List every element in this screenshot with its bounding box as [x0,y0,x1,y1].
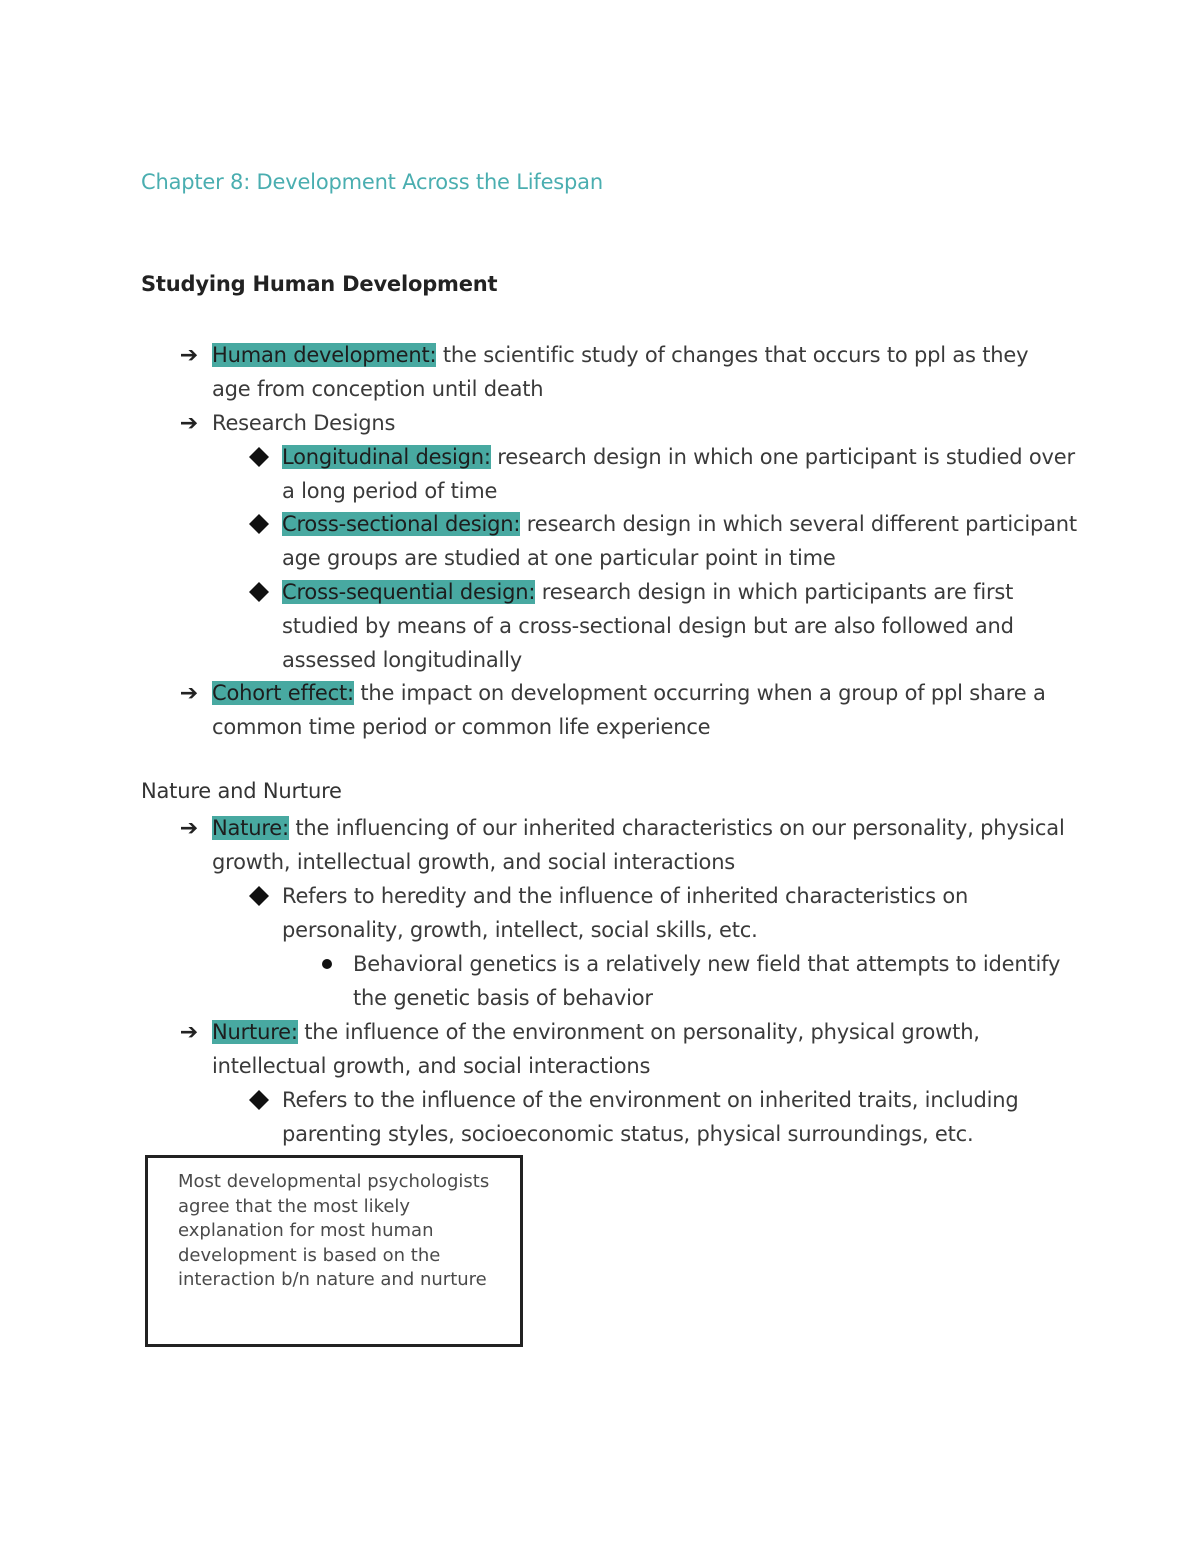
list-item-behavioral-genetics: Behavioral genetics is a relatively new field that attempts to identify the genetic basis of behavior [353,952,1061,1010]
definition-text: the influence of the environment on personality, physical growth, intellectual growth, and social interactions [212,1020,980,1078]
diamond-bullet-icon [244,507,274,541]
list-item-nurture-environment: Refers to the influence of the environment on inherited traits, including parenting styles, socioeconomic status, physical surroundings, etc. [282,1088,1019,1146]
list-item-research-designs: Research Designs [212,411,396,435]
diamond-bullet-icon [244,575,274,609]
definition-text: the scientific study of changes that occurs to ppl as they age from conception until death [212,343,1029,401]
definition-text: the influencing of our inherited characteristics on our personality, physical growth, intellectual growth, and social interactions [212,816,1065,874]
chapter-title: Chapter 8: Development Across the Lifespan [141,170,603,194]
callout-text: Most developmental psychologists agree that the most likely explanation for most human development is based on the interaction b/n nature and nurture [178,1171,490,1290]
arrow-bullet-icon: ➔ [179,342,199,368]
arrow-bullet-icon: ➔ [179,1019,199,1045]
list-item-nature-heredity: Refers to heredity and the influence of inherited characteristics on personality, growth, intellect, social skills, etc. [282,884,969,942]
arrow-bullet-icon: ➔ [179,815,199,841]
list-item-nature [212,811,1072,879]
list-item-nurture [212,1015,1072,1083]
list-item-cross-sectional [282,507,1082,575]
arrow-bullet-icon: ➔ [179,410,199,436]
term-highlight: Longitudinal design: [282,445,491,469]
term-highlight: Cross-sequential design: [282,580,536,604]
section-heading-nature-nurture: Nature and Nurture [141,779,342,803]
diamond-bullet-icon [244,879,274,913]
diamond-bullet-icon [244,1083,274,1117]
list-item-cohort-effect [212,676,1072,744]
definition-text: research design in which one participant is studied over a long period of time [282,445,1075,503]
list-item-longitudinal [282,440,1082,508]
term-highlight: Cross-sectional design: [282,512,521,536]
callout-box [145,1155,523,1347]
definition-text: the impact on development occurring when a group of ppl share a common time period or common life experience [212,681,1046,739]
term-highlight: Nurture: [212,1020,298,1044]
arrow-bullet-icon: ➔ [179,680,199,706]
definition-text: research design in which several different participant age groups are studied at one particular point in time [282,512,1077,570]
term-highlight: Cohort effect: [212,681,354,705]
list-item-human-development [212,338,1072,406]
term-highlight: Human development: [212,343,437,367]
definition-text: research design in which participants are first studied by means of a cross-sectional design but are also followed and assessed longitudinally [282,580,1014,672]
diamond-bullet-icon [244,440,274,474]
list-item-cross-sequential [282,575,1082,677]
term-highlight: Nature: [212,816,289,840]
dot-bullet-icon [312,947,342,981]
section-heading-studying: Studying Human Development [141,272,498,296]
